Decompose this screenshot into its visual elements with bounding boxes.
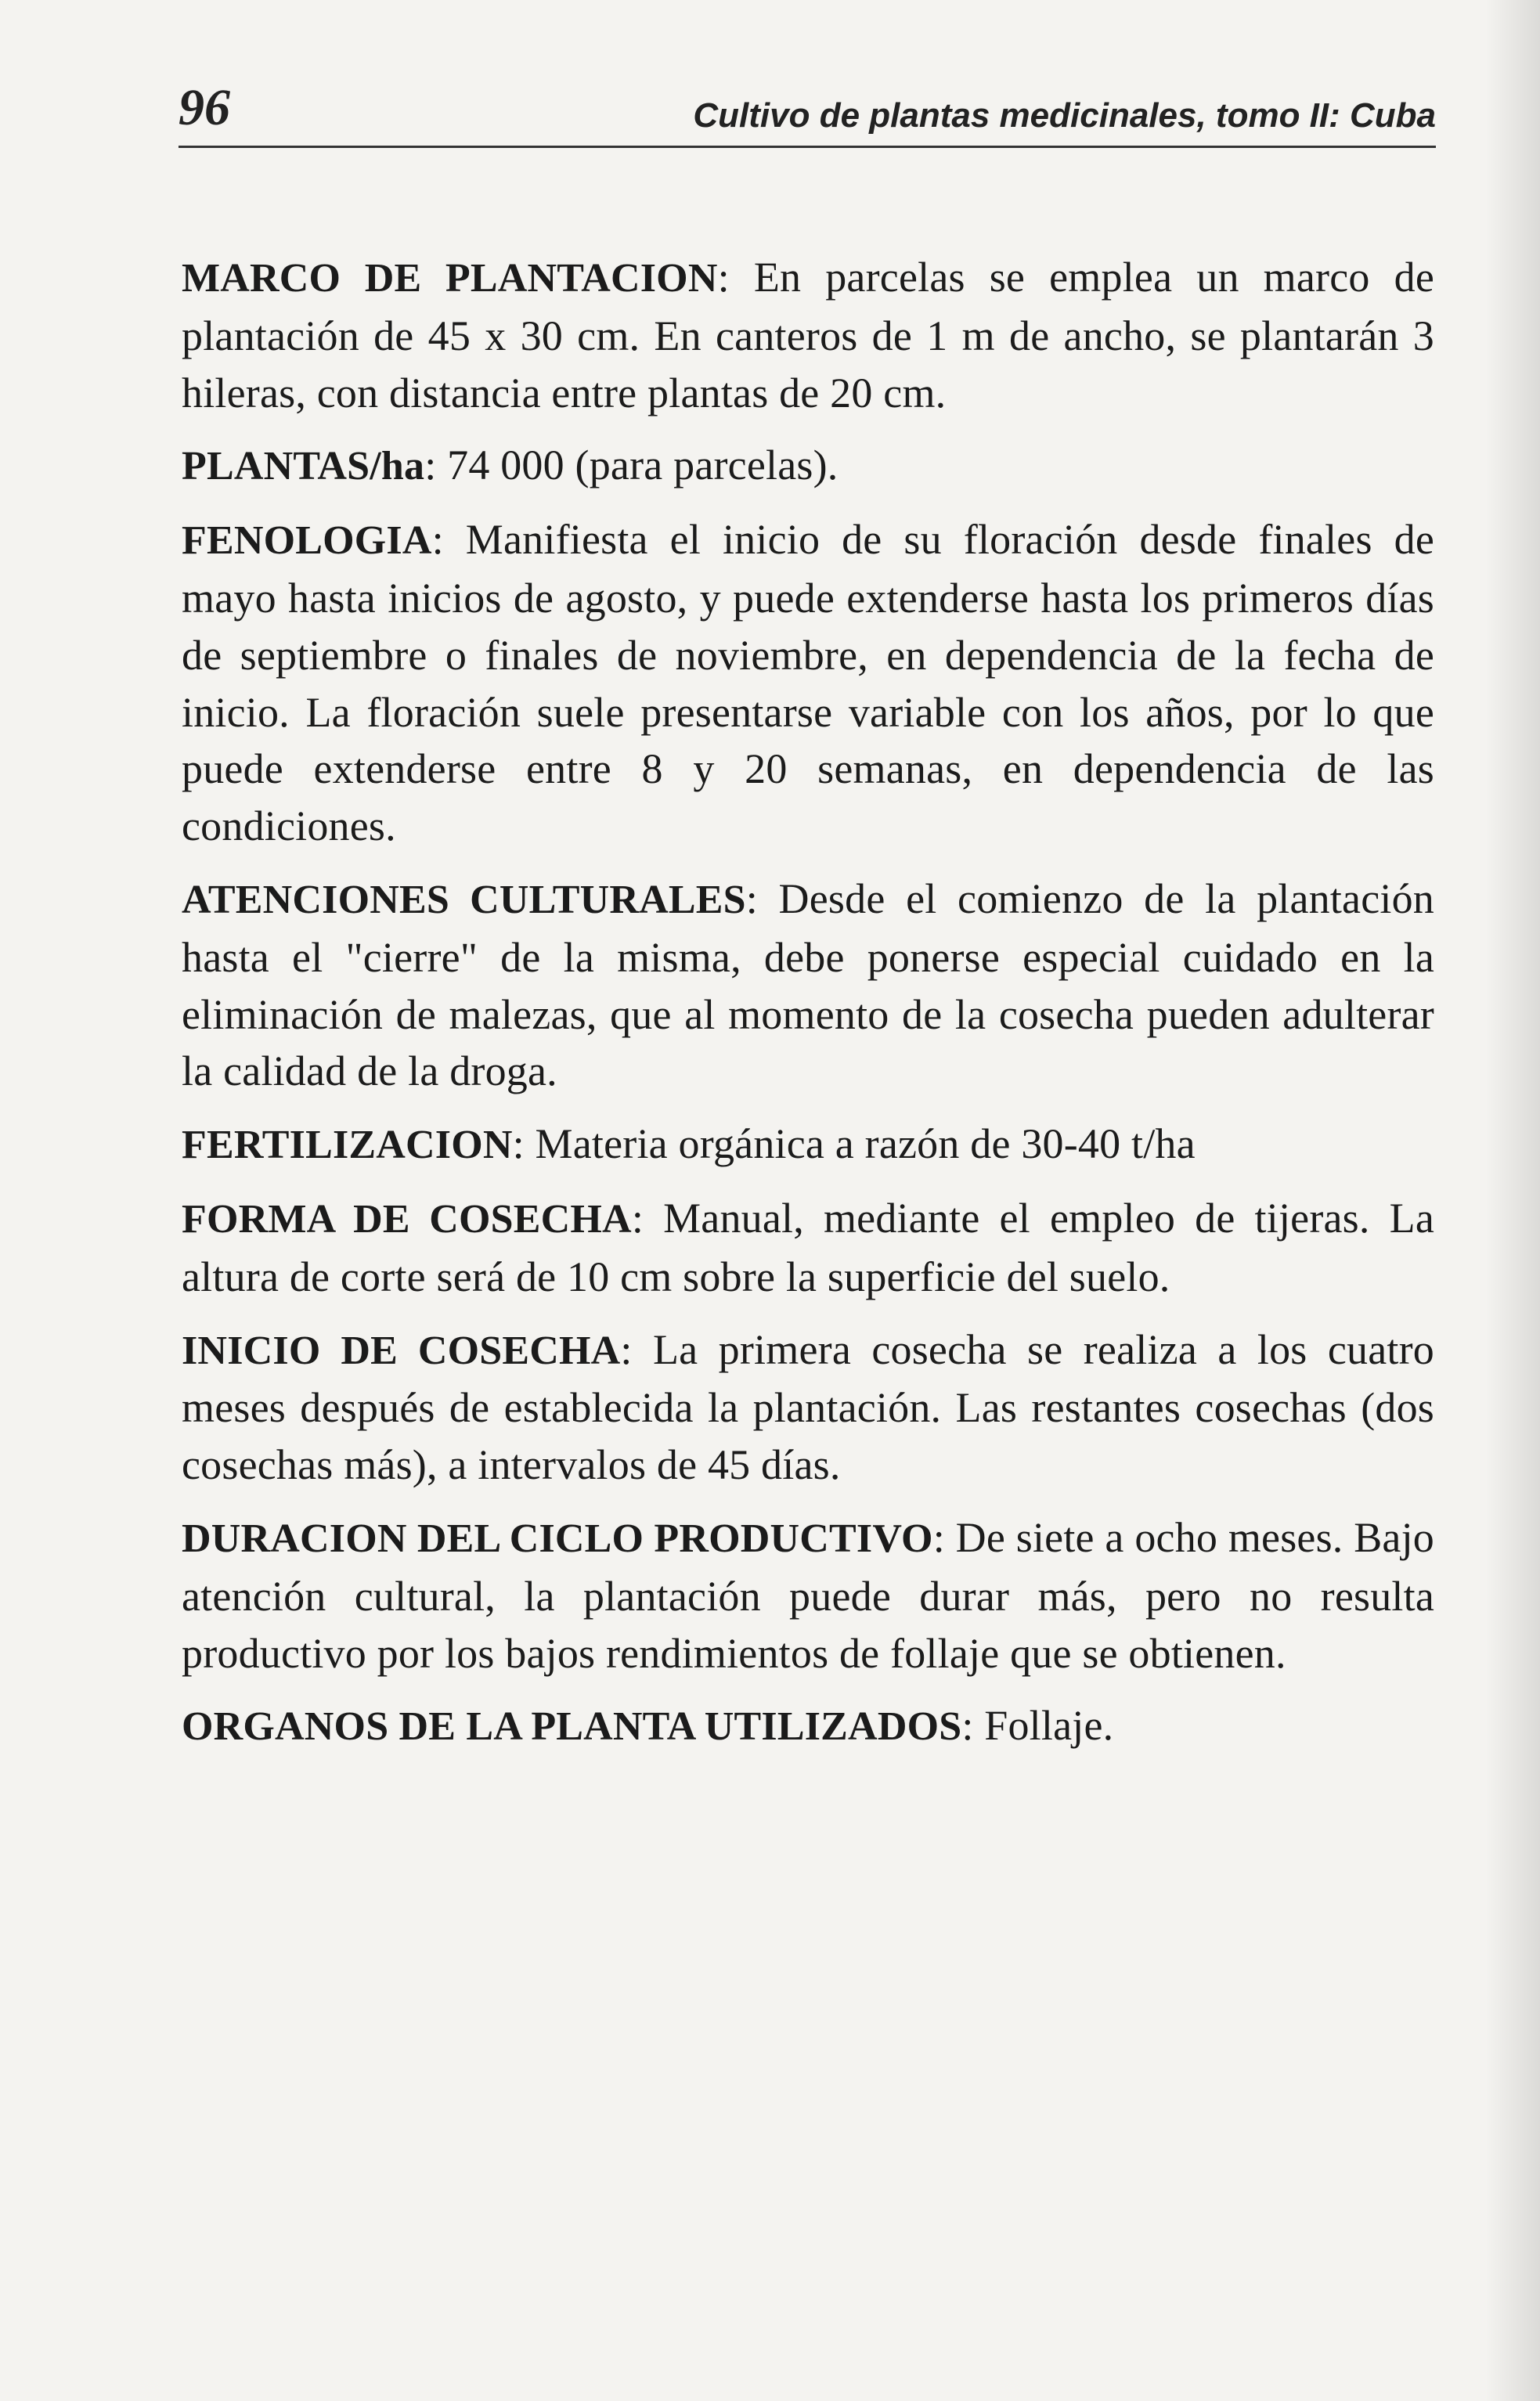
body-text bbox=[182, 249, 1434, 1772]
entry-term: PLANTAS/ha bbox=[182, 444, 425, 489]
entry-term: FENOLOGIA bbox=[182, 518, 432, 564]
entry-term: INICIO DE COSECHA bbox=[182, 1328, 621, 1373]
entry-marco-de-plantacion bbox=[182, 249, 1434, 421]
entry-atenciones-culturales bbox=[182, 871, 1434, 1100]
entry-text: : Manual, mediante el empleo de tijeras. La altura de corte será de 10 cm sobre la superficie del suelo. bbox=[182, 1194, 1435, 1300]
entry-plantas-ha bbox=[182, 437, 1434, 496]
entry-term: FERTILIZACION bbox=[182, 1123, 513, 1168]
entry-term: ATENCIONES CULTURALES bbox=[182, 877, 746, 922]
entry-duracion-del-ciclo-productivo bbox=[182, 1509, 1434, 1682]
entry-fenologia bbox=[182, 511, 1434, 855]
entry-term: DURACION DEL CICLO PRODUCTIVO bbox=[182, 1516, 933, 1561]
entry-term: MARCO DE PLANTACION bbox=[182, 256, 718, 301]
entry-text: : En parcelas se emplea un marco de plantación de 45 x 30 cm. En canteros de 1 m de ancho, se plantarán 3 hileras, con distancia entre plantas de 20 cm. bbox=[182, 254, 1434, 416]
page-edge-shadow bbox=[1485, 0, 1540, 2401]
entry-text: : Follaje. bbox=[961, 1702, 1114, 1750]
entry-forma-de-cosecha bbox=[182, 1190, 1434, 1306]
entry-inicio-de-cosecha bbox=[182, 1321, 1434, 1494]
entry-text: : Materia orgánica a razón de 30-40 t/ha bbox=[512, 1120, 1196, 1168]
entry-text: : Desde el comienzo de la plantación hasta el "cierre" de la misma, debe ponerse especial cuidado en la eliminación de malezas, que al momento de la cosecha pueden adulterar la calidad de la droga. bbox=[182, 874, 1434, 1095]
entry-text: : Manifiesta el inicio de su floración desde finales de mayo hasta inicios de agosto, y puede extenderse hasta los primeros días de septiembre o finales de noviembre, en dependencia de la fecha de inicio. La floración suele presentarse variable con los años, por lo que puede extenderse entre 8 y 20 semanas, en dependencia de las condiciones. bbox=[182, 516, 1434, 850]
page-header bbox=[179, 70, 1436, 149]
page-number: 96 bbox=[179, 79, 230, 136]
entry-term: FORMA DE COSECHA bbox=[182, 1196, 632, 1242]
header-rule bbox=[179, 146, 1436, 148]
entry-term: ORGANOS DE LA PLANTA UTILIZADOS bbox=[182, 1704, 962, 1750]
running-title: Cultivo de plantas medicinales, tomo II: Cuba bbox=[693, 96, 1436, 135]
entry-text: : De siete a ocho meses. Bajo atención cultural, la plantación puede durar más, pero no resulta productivo por los bajos rendimientos de follaje que se obtienen. bbox=[182, 1513, 1435, 1677]
entry-text: : 74 000 (para parcelas). bbox=[424, 442, 839, 489]
entry-fertilizacion bbox=[182, 1116, 1434, 1174]
entry-text: : La primera cosecha se realiza a los cuatro meses después de establecida la plantación. Las restantes cosechas (dos cosechas más), a intervalos de 45 días. bbox=[182, 1325, 1434, 1489]
entry-organos-de-la-planta-utilizados bbox=[182, 1697, 1434, 1756]
